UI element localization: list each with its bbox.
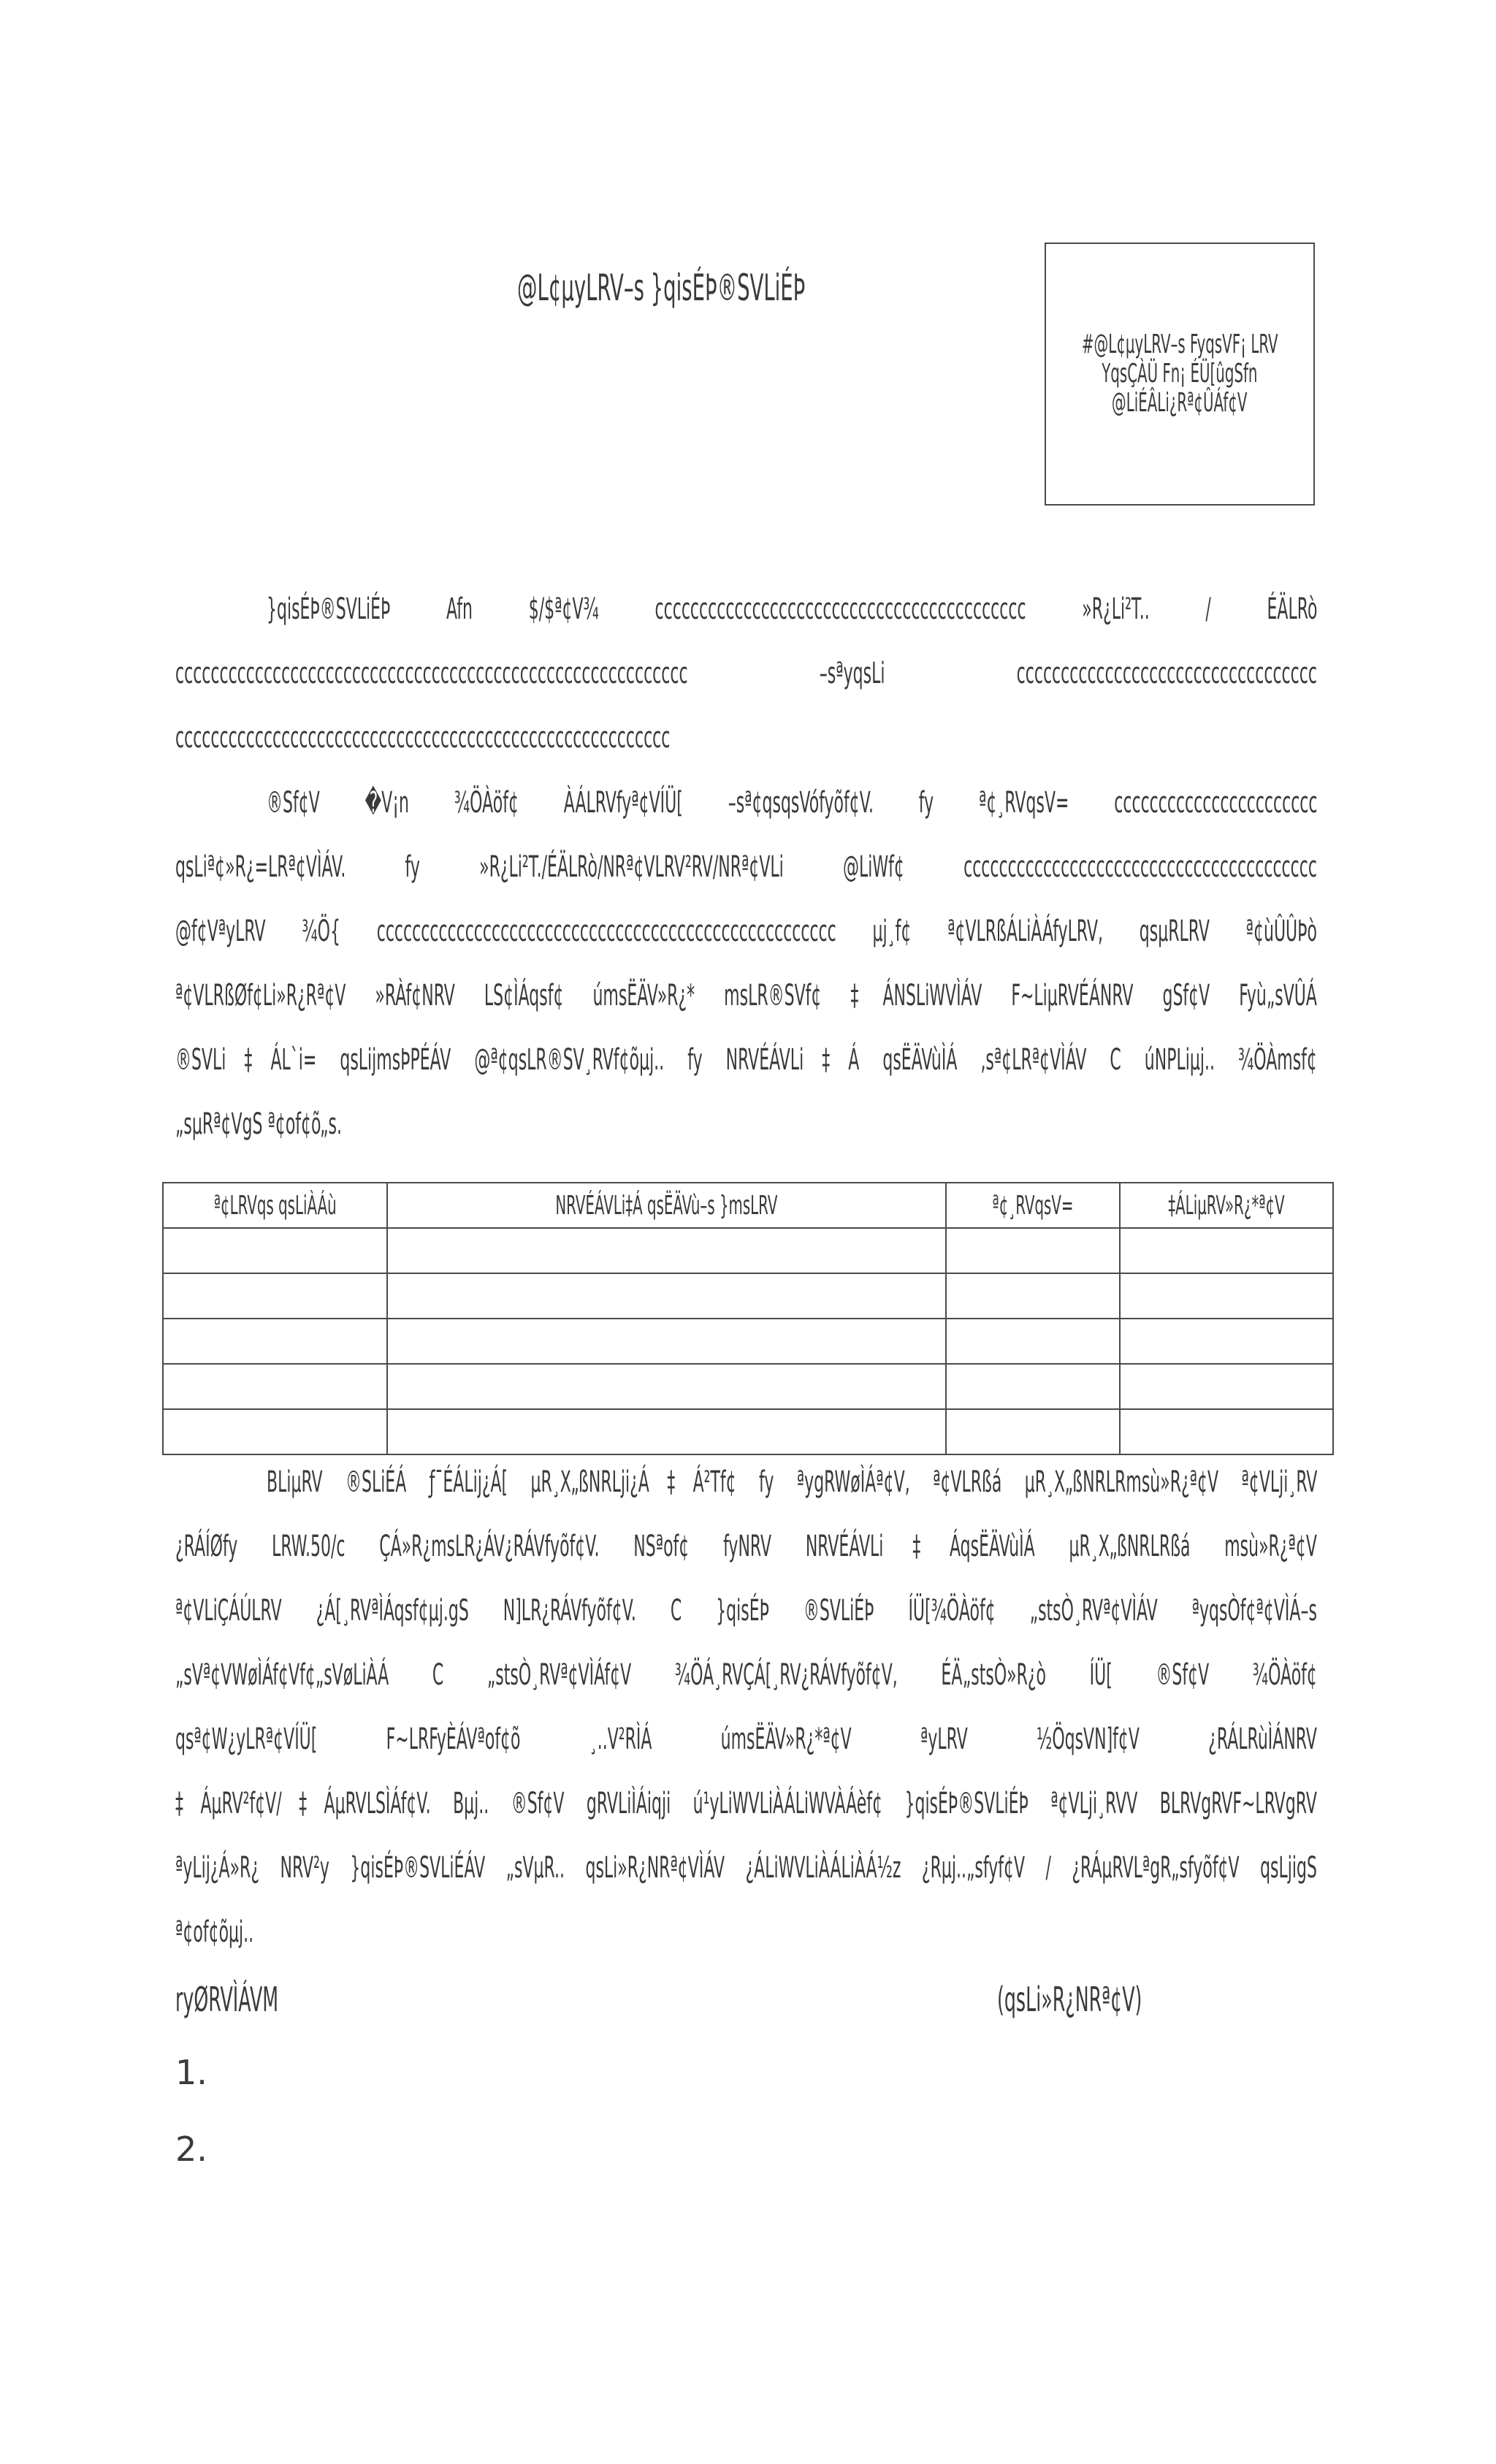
table-header-cell: NRVÉÁVLi‡Á qsËÄVù–s }msLRV: [387, 1183, 945, 1228]
table-row: [163, 1364, 1333, 1409]
table-cell: [163, 1273, 387, 1319]
paragraph-line: ª¢of¢õµj..: [175, 1915, 254, 1949]
table-cell: [1120, 1319, 1333, 1364]
paragraph-line: qsLiª¢»R¿=LRª¢VÌÁV. fy »R¿Li²T./ÉÄLRò/NRª¢VLRV²RV/NRª¢VLi @LiWf¢ cccccccccccccccccccccccccccccccccccccccc: [175, 850, 1317, 884]
signature-label: (qsLi»R¿NRª¢V): [997, 1980, 1142, 2019]
table-header-cell: ª¢¸RVqsV=: [946, 1183, 1120, 1228]
table-cell: [163, 1228, 387, 1273]
table-cell: [946, 1319, 1120, 1364]
table-cell: [946, 1364, 1120, 1409]
paragraph-line: cccccccccccccccccccccccccccccccccccccccccccccccccccccccccc –sªyqsLi cccccccccccccccccccccccccccccccccc: [175, 657, 1317, 690]
table-row: [163, 1273, 1333, 1319]
table-cell: [163, 1319, 387, 1364]
photo-box: [1045, 243, 1315, 506]
entries-table: [162, 1182, 1334, 1455]
table-cell: [163, 1409, 387, 1454]
table-cell: [1120, 1273, 1333, 1319]
table-header-cell: ª¢LRVqs qsLiÀÁù: [163, 1183, 387, 1228]
paragraph-line: qsª¢W¿yLRª¢VÍÜ[ F~LRFyÈÁVªof¢õ ¸..V²RÌÁ úmsËÄV»R¿*ª¢V ªyLRV ½ÖqsVN]f¢V ¿RÁLRùÌÁNRV: [175, 1723, 1317, 1756]
paragraph-line: ®SVLi‡ÁL`i= qsLijmsÞPÉÁV @ª¢qsLR®SV¸RVf¢õµj.. fy NRVÉÁVLi‡Á qsËÄVùÌÁ ‚sª¢LRª¢VÌÁV C úNPLiµj.. ¾ÖÀmsf¢: [175, 1043, 1317, 1077]
table-cell: [1120, 1409, 1333, 1454]
photo-box-line: @LiÉÂLi¿Rª¢ÛÁf¢V: [1112, 388, 1248, 418]
paragraph-2: [175, 771, 1322, 1156]
document-title: @L¢µyLRV–s }qisÉÞ®SVLiÉÞ: [517, 267, 806, 309]
paragraph-line: cccccccccccccccccccccccccccccccccccccccccccccccccccccccc: [175, 721, 671, 755]
table-row: [163, 1409, 1333, 1454]
photo-box-line: YqsÇÀÜ Fn¡ ÉÜ[ûgSfn: [1102, 359, 1258, 389]
paragraph-1: [175, 577, 1322, 770]
table-cell: [387, 1319, 945, 1364]
table-cell: [387, 1364, 945, 1409]
witness-number: 2.: [175, 2129, 207, 2169]
table-cell: [946, 1273, 1120, 1319]
signature-witness-label: ryØRVÌÁVM: [175, 1980, 279, 2019]
table-header-cell: ‡ÁLiµRV»R¿*ª¢V: [1120, 1183, 1333, 1228]
table-cell: [1120, 1228, 1333, 1273]
table-cell: [387, 1228, 945, 1273]
paragraph-line: ª¢VLRßØf¢Li»R¿Rª¢V »RÀf¢NRV LS¢ÌÁqsf¢ úmsËÄV»R¿* msLR®SVf¢ ‡ÁNSLiWVÌÁV F~LiµRVÉÁNRV gSf¢V Fyù„sVÛÁ: [175, 979, 1317, 1012]
table-cell: [946, 1228, 1120, 1273]
table-row: [163, 1228, 1333, 1273]
witness-number: 1.: [175, 2053, 207, 2092]
paragraph-line: „sµRª¢VgS ª¢of¢õ„s.: [175, 1107, 342, 1141]
table-cell: [387, 1273, 945, 1319]
paragraph-line: ª¢VLiÇÁÚLRV ¿Á[¸RVªÌÁqsf¢µj.gS N]LR¿RÁVfyõf¢V. C }qisÉÞ ®SVLiÉÞ ÍÜ[¾ÖÀöf¢ „stsÒ¸RVª¢VÌÁV ªyqsÒf¢ª¢VÌÁ–s: [175, 1594, 1317, 1628]
table-cell: [946, 1409, 1120, 1454]
paragraph-line: ®Sf¢V �V¡n ¾ÖÀöf¢ ÀÁLRVfyª¢VÍÜ[ –sª¢qsqsVófyõf¢V. fy ª¢¸RVqsV= ccccccccccccccccccccccc: [267, 786, 1318, 820]
paragraph-line: }qisÉÞ®SVLiÉÞ Afn $/$ª¢V¾ cccccccccccccccccccccccccccccccccccccccccc »R¿Li²T.. / ÉÄLRò: [267, 592, 1318, 626]
table-cell: [387, 1409, 945, 1454]
paragraph-line: ‡ÁµRV²f¢V/‡ÁµRVLSÌÁf¢V. Bµj.. ®Sf¢V gRVLiÌÁiqji ú¹yLiWVLiÀÁLiWVÀÁèf¢ }qisÉÞ®SVLiÉÞ ª¢VLji¸RVV BLRVgRVF~LRVgRV: [175, 1787, 1317, 1820]
paragraph-line: ¿RÁÍØfy LRW.50/c ÇÁ»R¿msLR¿ÁV¿RÁVfyõf¢V. NSªof¢ fyNRV NRVÉÁVLi‡ÁqsËÄVùÌÁ µR¸X„ßNRLRßá msù»R¿ª¢V: [175, 1530, 1317, 1563]
table-cell: [163, 1364, 387, 1409]
table-row: [163, 1319, 1333, 1364]
paragraph-line: ªyLij¿Á»R¿ NRV²y }qisÉÞ®SVLiÉÁV „sVµR.. qsLi»R¿NRª¢VÌÁV ¿ÁLiWVLiÀÁLiÀÁ½z ¿Rµj..„sfyf¢V / ¿RÁµRVLªgR„sfyõf¢V qsLjigS: [175, 1851, 1317, 1885]
paragraph-line: „sVª¢VWøÌÁf¢Vf¢„sVøLiÀÁ C „stsÒ¸RVª¢VÌÁf¢V ¾ÖÁ¸RVÇÁ[¸RV¿RÁVfyõf¢V, ÉÄ„stsÒ»R¿ò ÍÜ[ ®Sf¢V ¾ÖÀöf¢: [175, 1658, 1317, 1692]
table-cell: [1120, 1364, 1333, 1409]
paragraph-line: @f¢VªyLRV ¾Ö{ cccccccccccccccccccccccccccccccccccccccccccccccccccc µj¸f¢ ª¢VLRßÁLiÀÁfyLRV, qsµRLRV ª¢ùÛÛÞò: [175, 915, 1317, 948]
photo-box-line: #@L¢µyLRV–s FyqsVF¡ LRV: [1081, 329, 1278, 359]
paragraph-line: BLiµRV ®SLiÉÁ ƒ¯ÉÁLij¿Á[ µR¸X„ßNRLji¿Á‡Á²Tf¢ fy ªygRWøÌÁª¢V, ª¢VLRßá µR¸X„ßNRLRmsù»R¿ª¢V ª¢VLji¸RV: [267, 1465, 1318, 1499]
paragraph-3: [175, 1450, 1322, 1964]
table-header-row: [163, 1183, 1333, 1228]
